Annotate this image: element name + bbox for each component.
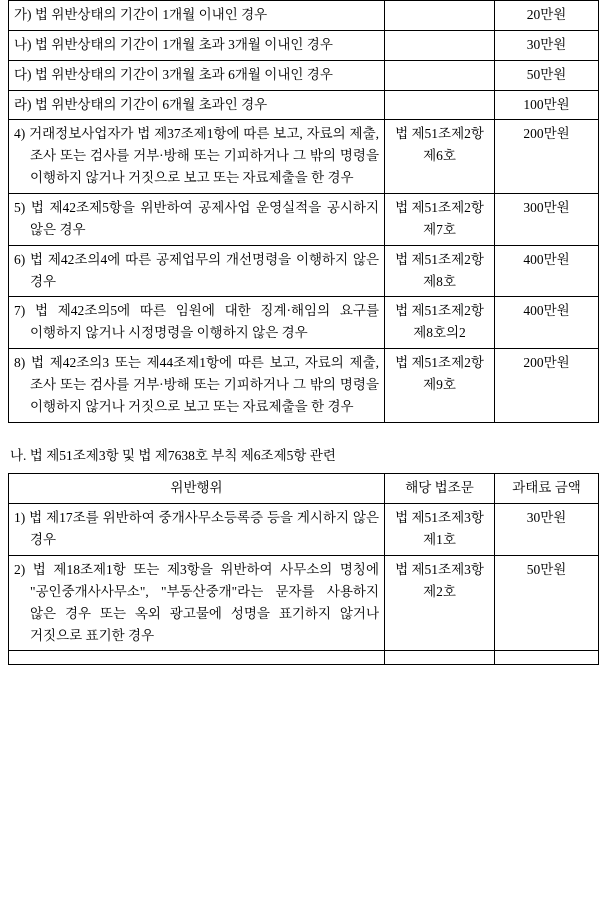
cell-law: 법 제51조제2항 제9호 [385, 349, 495, 423]
cell-fine: 400만원 [495, 245, 599, 297]
cell-law [385, 30, 495, 60]
table-row [9, 194, 599, 246]
cell-fine: 200만원 [495, 120, 599, 194]
spacer-cell-law [385, 651, 495, 665]
spacer-cell-fine [495, 651, 599, 665]
cell-fine: 30만원 [495, 504, 599, 556]
cell-law [385, 1, 495, 31]
cell-violation: 7) 법 제42조의5에 따른 임원에 대한 징계·해임의 요구를 이행하지 않거나 시정명령을 이행하지 않은 경우 [9, 297, 385, 349]
cell-violation: 나) 법 위반상태의 기간이 1개월 초과 3개월 이내인 경우 [9, 30, 385, 60]
table-row [9, 555, 599, 650]
table-row [9, 297, 599, 349]
table-row [9, 504, 599, 556]
cell-violation: 6) 법 제42조의4에 따른 공제업무의 개선명령을 이행하지 않은 경우 [9, 245, 385, 297]
column-header-violation: 위반행위 [9, 474, 385, 504]
cell-fine: 100만원 [495, 90, 599, 120]
cell-violation: 라) 법 위반상태의 기간이 6개월 초과인 경우 [9, 90, 385, 120]
cell-fine: 50만원 [495, 60, 599, 90]
cell-fine: 400만원 [495, 297, 599, 349]
penalty-table-continued [8, 0, 599, 423]
section-heading: 나. 법 제51조제3항 및 법 제7638호 부칙 제6조제5항 관련 [10, 447, 336, 463]
table-row [9, 1, 599, 31]
column-header-fine: 과태료 금액 [495, 474, 599, 504]
table-row [9, 30, 599, 60]
cell-fine: 30만원 [495, 30, 599, 60]
cell-violation: 가) 법 위반상태의 기간이 1개월 이내인 경우 [9, 1, 385, 31]
penalty-table-new [8, 473, 599, 665]
cell-law: 법 제51조제2항 제8호의2 [385, 297, 495, 349]
spacer-cell-violation [9, 651, 385, 665]
cell-law [385, 60, 495, 90]
table-row [9, 349, 599, 423]
table-row-spacer [9, 651, 599, 665]
cell-law: 법 제51조제3항 제2호 [385, 555, 495, 650]
column-header-law: 해당 법조문 [385, 474, 495, 504]
cell-law: 법 제51조제3항 제1호 [385, 504, 495, 556]
cell-law: 법 제51조제2항 제6호 [385, 120, 495, 194]
cell-violation: 5) 법 제42조제5항을 위반하여 공제사업 운영실적을 공시하지 않은 경우 [9, 194, 385, 246]
cell-fine: 300만원 [495, 194, 599, 246]
cell-violation: 4) 거래정보사업자가 법 제37조제1항에 따른 보고, 자료의 제출, 조사 또는 검사를 거부·방해 또는 기피하거나 그 밖의 명령을 이행하지 않거나 거짓으로 보고 또는 자료제출을 한 경우 [9, 120, 385, 194]
cell-violation: 다) 법 위반상태의 기간이 3개월 초과 6개월 이내인 경우 [9, 60, 385, 90]
table-header-row [9, 474, 599, 504]
table-row [9, 120, 599, 194]
table-row [9, 60, 599, 90]
table-row [9, 90, 599, 120]
cell-violation: 2) 법 제18조제1항 또는 제3항을 위반하여 사무소의 명칭에 "공인중개사사무소", "부동산중개"라는 문자를 사용하지 않은 경우 또는 옥외 광고물에 성명을 표기하지 않거나 거짓으로 표기한 경우 [9, 555, 385, 650]
cell-law: 법 제51조제2항 제7호 [385, 194, 495, 246]
table-row [9, 245, 599, 297]
penalty-table-continued-body [9, 1, 599, 423]
cell-fine: 20만원 [495, 1, 599, 31]
cell-law: 법 제51조제2항 제8호 [385, 245, 495, 297]
cell-violation: 8) 법 제42조의3 또는 제44조제1항에 따른 보고, 자료의 제출, 조사 또는 검사를 거부·방해 또는 기피하거나 그 밖의 명령을 이행하지 않거나 거짓으로 보고 또는 자료제출을 한 경우 [9, 349, 385, 423]
cell-fine: 50만원 [495, 555, 599, 650]
penalty-table-new-body [9, 474, 599, 665]
cell-fine: 200만원 [495, 349, 599, 423]
cell-law [385, 90, 495, 120]
cell-violation: 1) 법 제17조를 위반하여 중개사무소등록증 등을 게시하지 않은 경우 [9, 504, 385, 556]
